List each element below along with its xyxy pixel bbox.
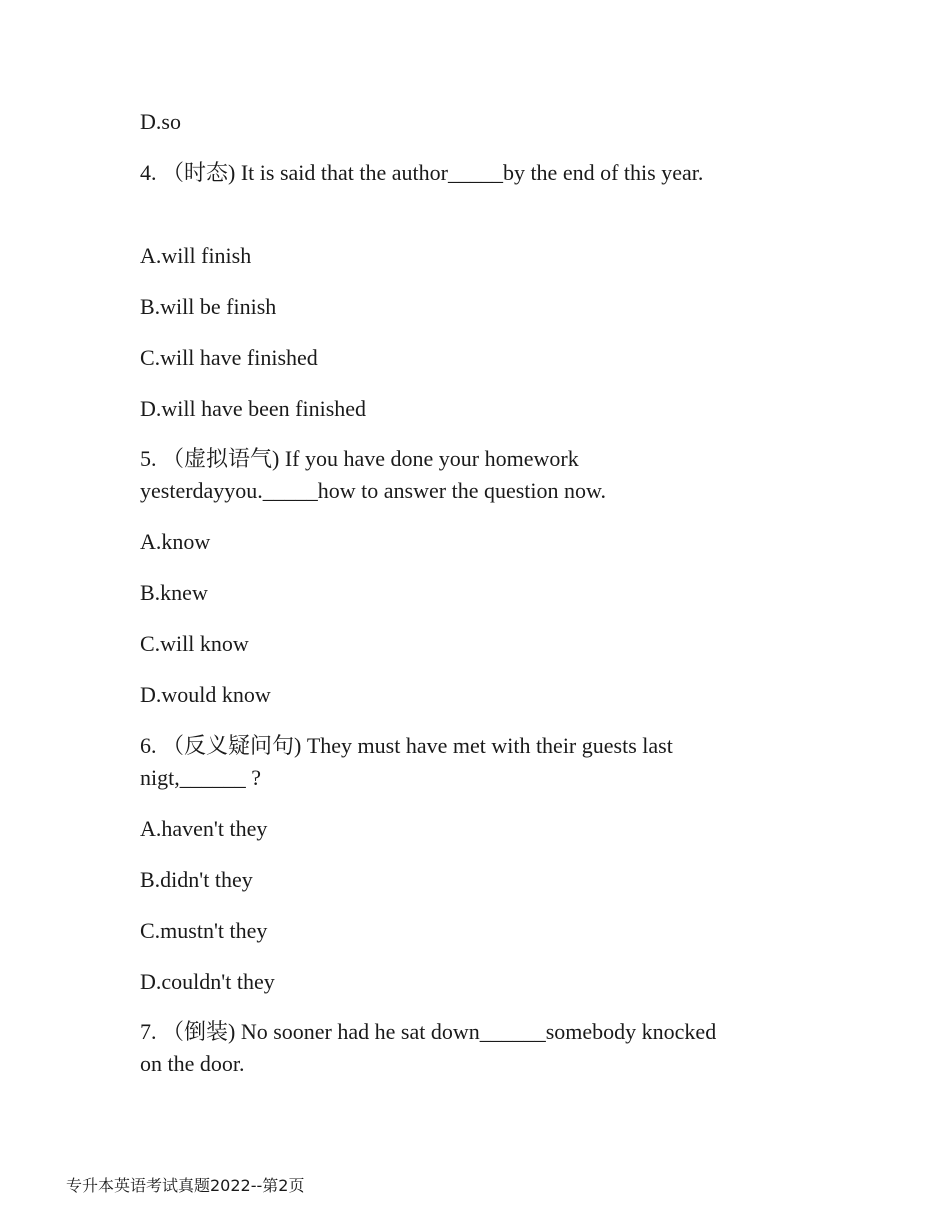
- q6-stem: 6. （反义疑问句) They must have met with their guests last nigt,______ ?: [140, 733, 673, 790]
- q6-option-a: A.haven't they: [140, 816, 268, 841]
- q4-option-d: D.will have been finished: [140, 396, 367, 421]
- q6-option-d: D.couldn't they: [140, 969, 275, 994]
- q6-option-b: B.didn't they: [140, 867, 253, 892]
- q5-option-a: A.know: [140, 529, 211, 554]
- q4-option-a: A.will finish: [140, 243, 252, 268]
- q5-option-b: B.knew: [140, 580, 208, 605]
- q5-option-d: D.would know: [140, 682, 271, 707]
- q7-stem: 7. （倒装) No sooner had he sat down______somebody knocked on the door.: [140, 1019, 717, 1076]
- q4-stem: 4. （时态) It is said that the author_____by the end of this year.: [140, 160, 704, 185]
- q6-option-c: C.mustn't they: [140, 918, 268, 943]
- q4-option-b: B.will be finish: [140, 294, 277, 319]
- q5-stem: 5. （虚拟语气) If you have done your homework yesterdayyou._____how to answer the question now.: [140, 446, 606, 503]
- q4-option-c: C.will have finished: [140, 345, 318, 370]
- page-footer: 专升本英语考试真题2022--第2页: [66, 1176, 305, 1195]
- q5-option-c: C.will know: [140, 631, 249, 656]
- q3-option-d: D.so: [140, 109, 181, 134]
